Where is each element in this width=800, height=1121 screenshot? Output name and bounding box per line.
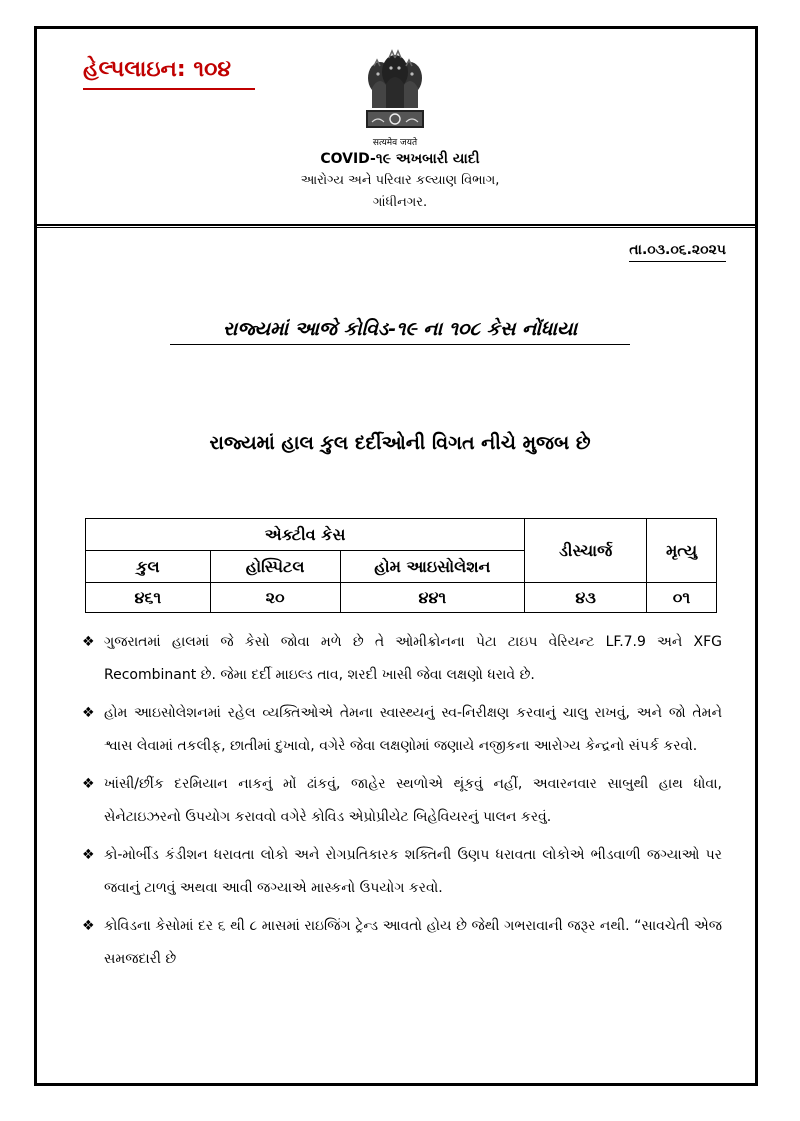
list-item	[82, 839, 722, 905]
hospital-header: હોસ્પિટલ	[210, 551, 340, 583]
case-summary-table	[85, 518, 717, 613]
bullet-diamond-icon: ❖	[82, 705, 95, 721]
bullet-diamond-icon: ❖	[82, 918, 95, 934]
table-header-row	[86, 519, 717, 551]
total-header: કુલ	[86, 551, 211, 583]
press-release-header	[200, 148, 600, 214]
patients-summary-heading: રાજ્યમાં હાલ કુલ દર્દીઓની વિગત નીચે મુજબ છે	[209, 432, 591, 454]
emblem-motto: सत्यमेव जयते	[372, 138, 418, 148]
active-cases-header: એક્ટીવ કેસ	[86, 519, 525, 551]
death-value: ૦૧	[647, 583, 717, 613]
table-row	[86, 583, 717, 613]
list-item	[82, 697, 722, 763]
advisory-list	[82, 626, 722, 981]
bullet-diamond-icon: ❖	[82, 776, 95, 792]
department-name: આરોગ્ય અને પરિવાર કલ્યાણ વિભાગ,	[300, 173, 500, 188]
press-release-title: COVID-૧૯ અખબારી યાદી	[320, 151, 480, 167]
home-isolation-value: ૪૪૧	[340, 583, 525, 613]
home-isolation-header: હોમ આઇસોલેશન	[340, 551, 525, 583]
department-city: ગાંધીનગર.	[372, 195, 428, 210]
list-item-text: ખાંસી/છીંક દરમિયાન નાકનું મોં ઢાંકવું, જાહેર સ્થળોએ થૂંકવું નહીં, અવારનવાર સાબુથી હાથ ધોવા, સેનેટાઇઝરનો ઉપયોગ કરાવવો વગેરે કોવિડ એપ્રોપ્રીયેટ બિહેવિયરનું પાલન કરવું.	[104, 776, 722, 825]
list-item	[82, 626, 722, 692]
helpline-number: હેલ્પલાઇન: ૧૦૪	[83, 57, 255, 90]
discharge-value: ૪૩	[525, 583, 647, 613]
headline: રાજ્યમાં આજે કોવિડ-૧૯ ના ૧૦૮ કેસ નોંધાયા	[170, 318, 630, 345]
bullet-diamond-icon: ❖	[82, 634, 95, 650]
list-item	[82, 768, 722, 834]
list-item-text: કો-મોર્બીડ કંડીશન ધરાવતા લોકો અને રોગપ્રતિકારક શક્તિની ઉણપ ધરાવતા લોકોએ ભીડવાળી જગ્યાઓ પર જવાનું ટાળવું અથવા આવી જગ્યાએ માસ્કનો ઉપયોગ કરવો.	[104, 847, 722, 896]
release-date: તા.૦૩.૦૬.૨૦૨૫	[629, 242, 726, 262]
list-item	[82, 910, 722, 976]
hospital-value: ૨૦	[210, 583, 340, 613]
bullet-diamond-icon: ❖	[82, 847, 95, 863]
list-item-text: હોમ આઇસોલેશનમાં રહેલ વ્યક્તિઓએ તેમના સ્વાસ્થ્યનું સ્વ-નિરીક્ષણ કરવાનું ચાલુ રાખવું, અને જો તેમને શ્વાસ લેવામાં તકલીફ, છાતીમાં દુખાવો, વગેરે જેવા લક્ષણોમાં જણાયે નજીકના આરોગ્ય કેન્દ્રનો સંપર્ક કરવો.	[104, 705, 722, 754]
list-item-text: ગુજરાતમાં હાલમાં જે કેસો જોવા મળે છે તે ઓમીક્રોનના પેટા ટાઇપ વેરિયન્ટ LF.7.9 અને XFG Recombinant છે. જેમા દર્દી માઇલ્ડ તાવ, શરદી ખાસી જેવા લક્ષણો ધરાવે છે.	[104, 634, 722, 683]
list-item-text: કોવિડના કેસોમાં દર ૬ થી ૮ માસમાં રાઇજિંગ ટ્રેન્ડ આવતો હોય છે જેથી ગભરાવાની જરૂર નથી. “સાવચેતી એજ સમજદારી છે	[104, 918, 722, 967]
header-divider	[37, 224, 755, 228]
total-value: ૪૬૧	[86, 583, 211, 613]
national-emblem-icon	[358, 48, 432, 134]
death-header: મૃત્યુ	[647, 519, 717, 583]
discharge-header: ડીસ્ચાર્જ	[525, 519, 647, 583]
